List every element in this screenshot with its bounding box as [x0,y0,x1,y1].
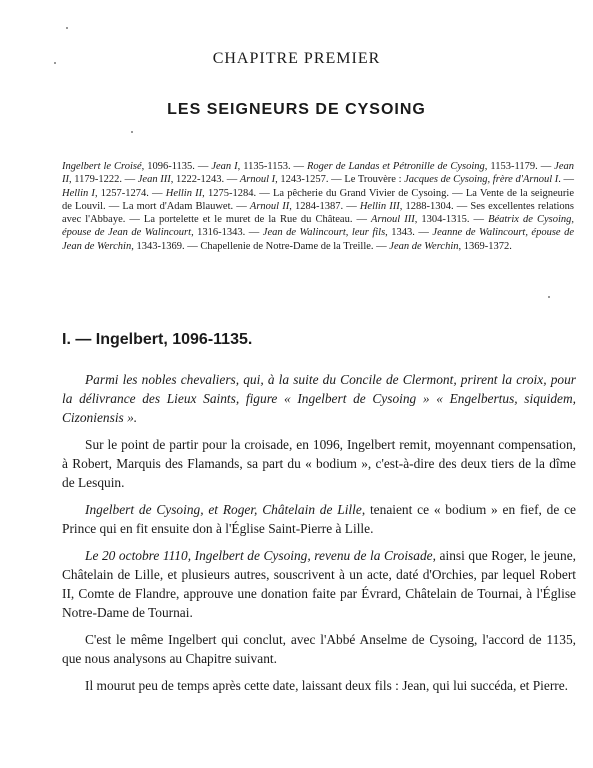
italic-text-run: Jean de Werchin [389,240,459,252]
body-text [62,370,576,703]
text-run: , 1288-1304. — Ses excellentes relations avec l'Abbaye. — La portelette et le muret de la Rue du Château. — [62,200,574,226]
italic-text-run: Le 20 octobre 1110, Ingelbert de Cysoing, revenu de la Croisade [85,548,433,563]
body-paragraph [62,500,576,538]
text-run: , ainsi que Roger, le jeune, Châtelain de Lille, et plusieurs autres, souscrivent à un acte, daté d'Orchies, par lequel Robert II, Comte de Flandre, approuve une donation faite par Évrard, Châtelain de Tournai, à l'Église Notre-Dame de Tournai. [62,548,576,620]
body-paragraph [62,546,576,622]
text-run: , 1243-1257. — Le Trouvère : [275,174,405,186]
text-run: , 1304-1315. — [414,214,489,226]
text-run: Il mourut peu de temps après cette date, laissant deux fils : Jean, qui lui succéda, et Pierre. [85,678,569,693]
body-paragraph [62,370,576,427]
italic-text-run: Hellin III [359,200,400,212]
italic-text-run: Arnoul II [249,200,290,212]
italic-text-run: Jean I [211,161,238,172]
italic-text-run: Béatrix de Cysoing, épouse de Jean de Walincourt [62,214,574,239]
text-run: , 1135-1153. — [237,161,307,172]
italic-text-run: Ingelbert de Cysoing, et Roger, Châtelain de Lille [85,502,362,517]
italic-text-run: Hellin II [165,187,203,199]
text-run: Sur le point de partir pour la croisade, en 1096, Ingelbert remit, moyennant compensation, à Robert, Marquis des Flamands, sa part du « bodium », c'est-à-dire des deux tiers de la dîme de Lesquin. [62,437,576,490]
paper-speck [131,131,133,133]
italic-text-run: Parmi les nobles chevaliers, qui, à la suite du Concile de Clermont, prirent la croix, pour la délivrance des Lieux Saints, figure « Ingelbert de Cysoing » « Engelbertus, siquidem, Cizoniensis ». [62,372,576,425]
page-title: LES SEIGNEURS DE CYSOING [167,101,426,118]
italic-text-run: Arnoul III [371,214,415,226]
text-run: , 1343-1369. — Chapellenie de Notre-Dame de la Treille. — [131,240,390,252]
chapter-summary [62,160,574,253]
paper-speck [548,296,550,298]
text-run: , 1153-1179. — [484,161,555,172]
italic-text-run: Jean III [137,174,171,186]
text-run: C'est le même Ingelbert qui conclut, avec l'Abbé Anselme de Cysoing, l'accord de 1135, que nous analysons au Chapitre suivant. [62,632,576,666]
italic-text-run: Ingelbert le Croisé [62,161,142,172]
body-paragraph [62,630,576,668]
body-paragraph [62,435,576,492]
text-run: , 1369-1372. [458,240,512,252]
italic-text-run: Jeanne de Walincourt, épouse de Jean de Werchin [62,227,574,252]
text-run: , 1316-1343. — [191,227,263,239]
text-run: , 1222-1243. — [170,174,240,186]
text-run: , tenaient ce « bodium » en fief, de ce Prince qui en fit ensuite don à l'Église Saint-Pierre à Lille. [62,502,577,536]
italic-text-run: Arnoul I [239,174,276,186]
chapter-label: CHAPITRE PREMIER [212,50,381,67]
italic-text-run: Jacques de Cysoing, frère d'Arnoul I [404,174,559,186]
italic-text-run: Roger de Landas et Pétronille de Cysoing [307,161,485,172]
text-run: , 1343. — [385,227,433,239]
italic-text-run: Hellin I [62,187,95,199]
section-heading: I. — Ingelbert, 1096-1135. [62,331,253,348]
italic-text-run: Jean de Walincourt, leur fils [262,227,386,239]
body-paragraph [62,676,576,695]
paper-speck [66,27,68,29]
text-run: . — [558,174,575,186]
italic-text-run: Jean II [62,161,574,186]
text-run: , 1096-1135. — [141,161,212,172]
text-run: , 1257-1274. — [94,187,166,199]
text-run: , 1179-1222. — [69,174,138,186]
text-run: , 1284-1387. — [289,200,360,212]
text-run: , 1275-1284. — La pêcherie du Grand Vivier de Cysoing. — La Vente de la seigneurie de Louvil. — La mort d'Adam Blauwet. — [62,187,574,212]
